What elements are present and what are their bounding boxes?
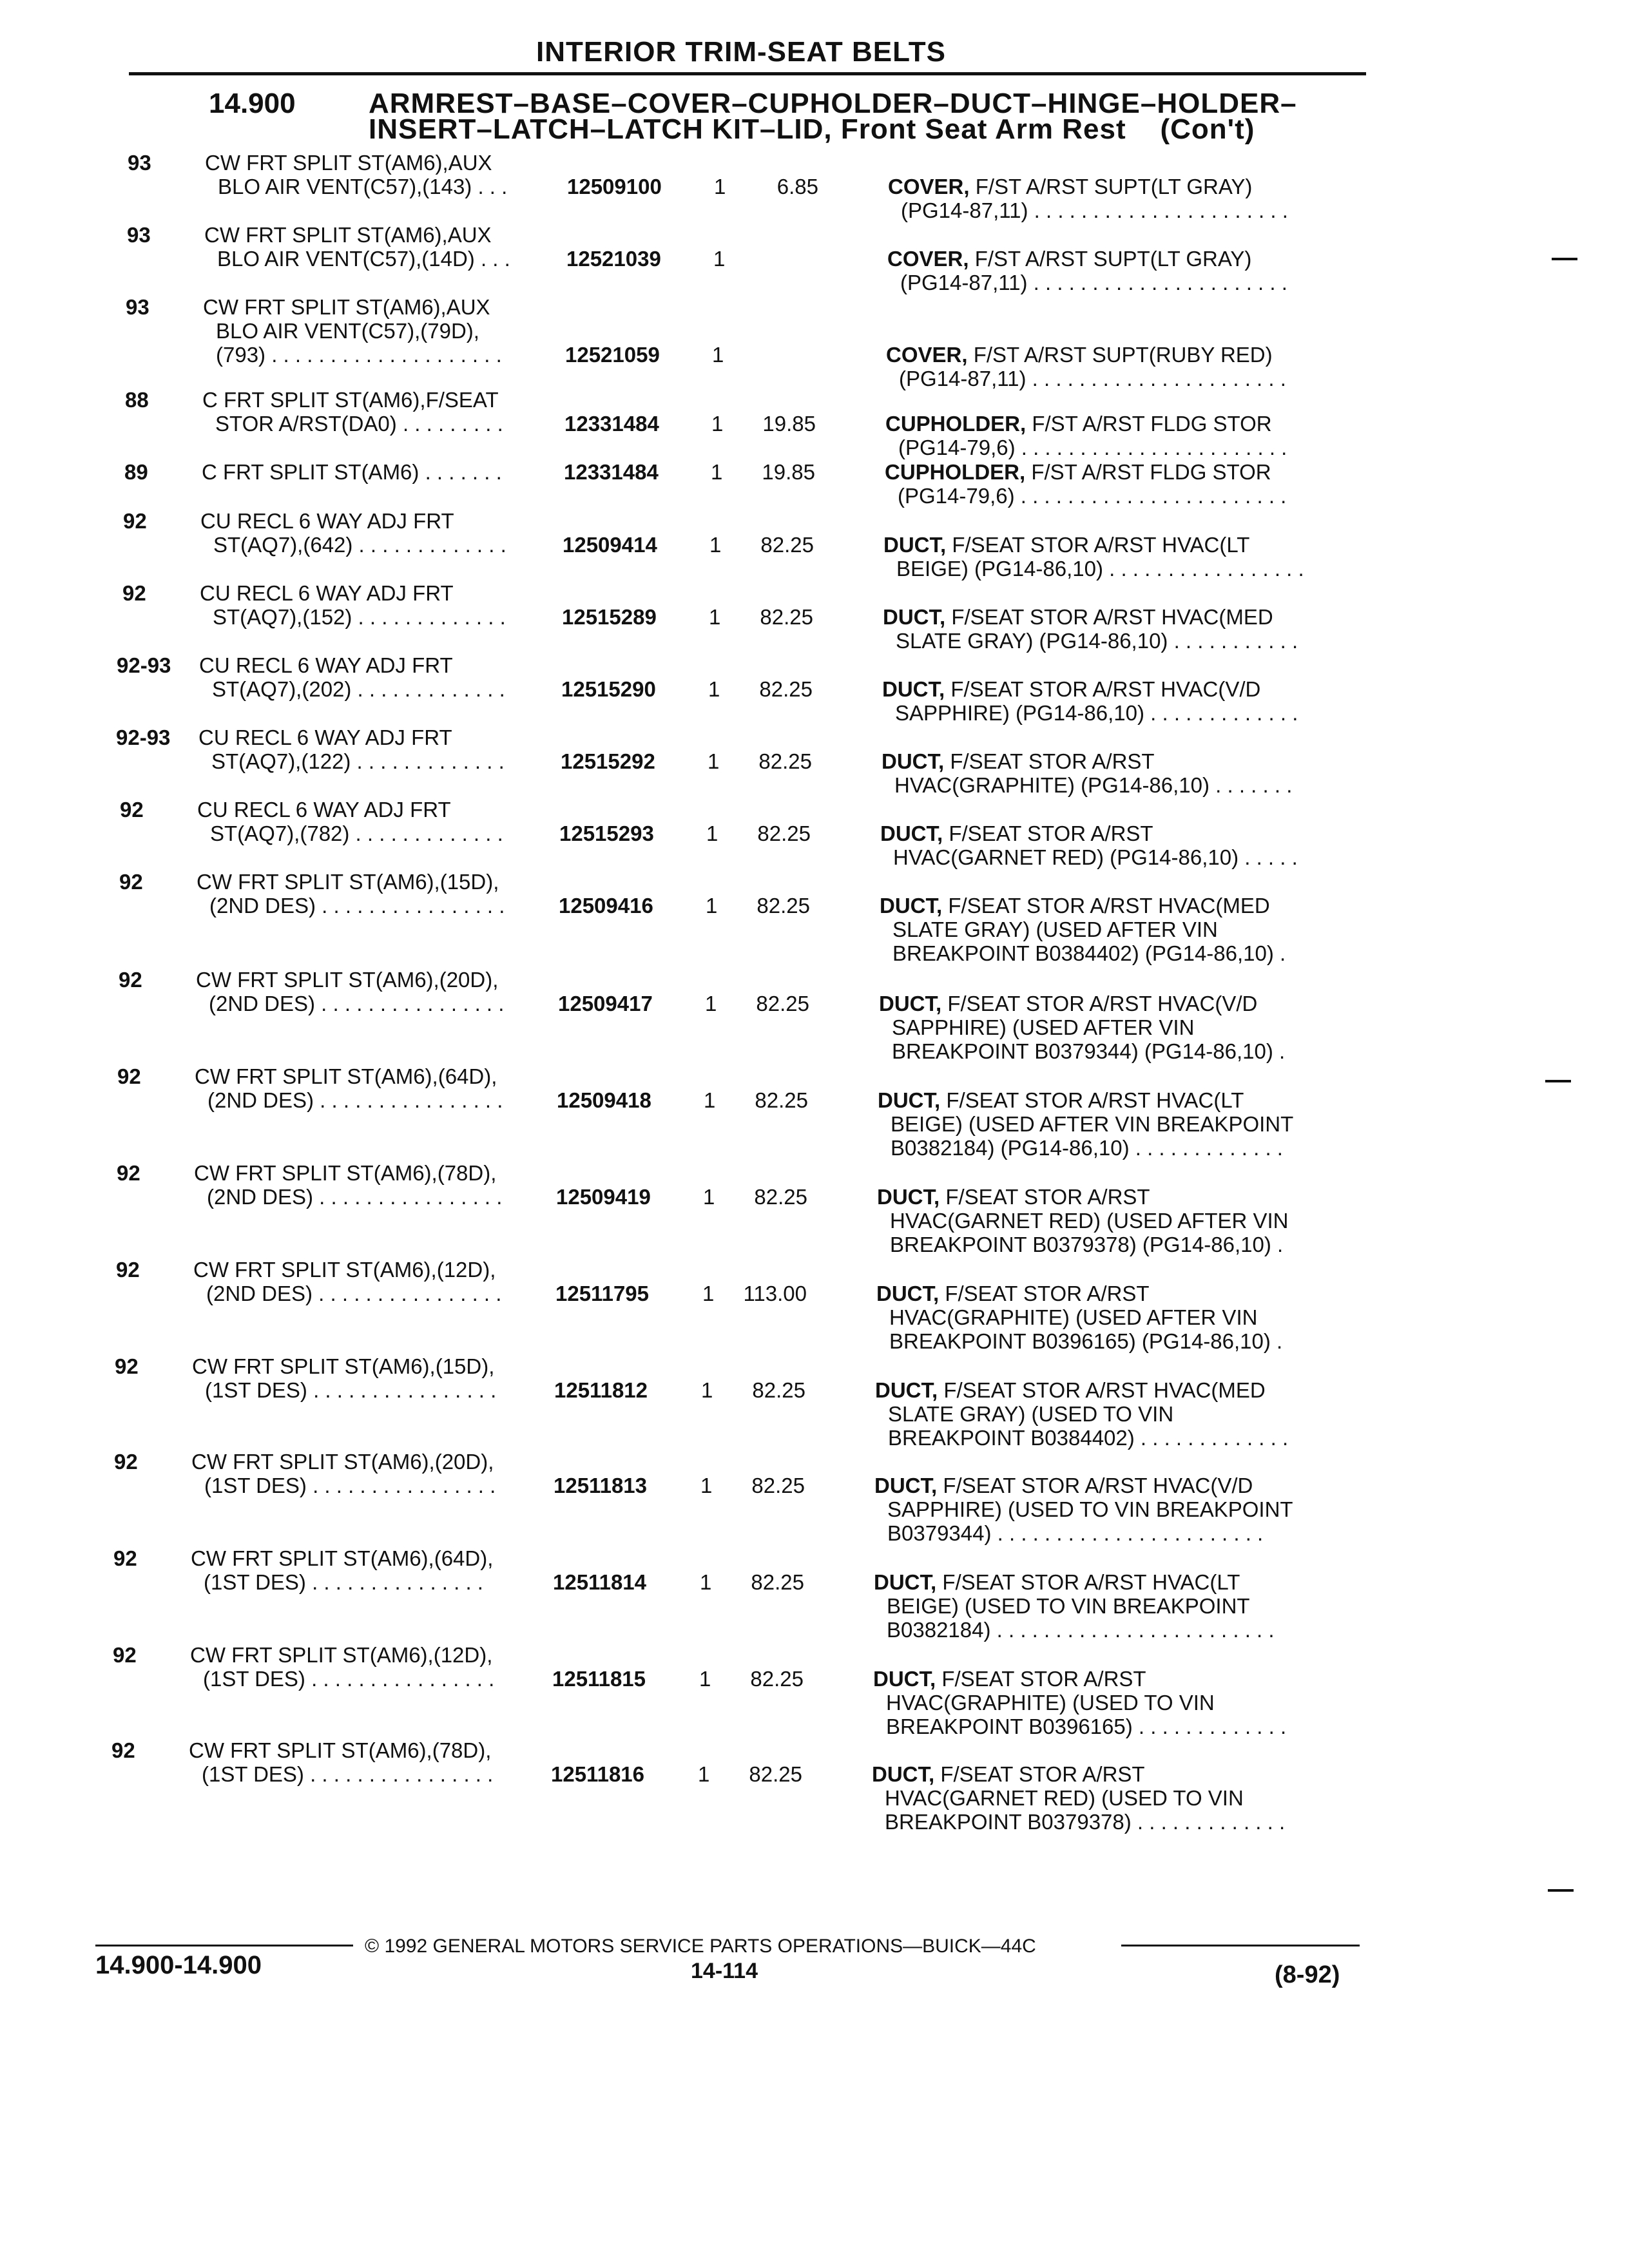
section-title-line1: ARMREST–BASE–COVER–CUPHOLDER–DUCT–HINGE–HOLDER– <box>369 88 1297 119</box>
part-number: 12511813 <box>554 1474 648 1497</box>
part-description: F/SEAT STOR A/RST <box>940 1185 1150 1209</box>
usage-line-1: CW FRT SPLIT ST(AM6),(20D), <box>191 1450 494 1474</box>
figure-number: 93 <box>128 151 151 175</box>
description-line-2: SAPPHIRE) (PG14-86,10) . . . . . . . . . . . . . <box>895 701 1298 725</box>
description-line-1 <box>874 1570 1240 1594</box>
usage-line-2: (2ND DES) . . . . . . . . . . . . . . . . <box>207 1088 503 1112</box>
usage-line-2: (1ST DES) . . . . . . . . . . . . . . . . <box>205 1378 497 1402</box>
description-line-1 <box>882 749 1155 773</box>
description-line-1 <box>873 1667 1146 1691</box>
part-number: 12515289 <box>562 605 657 629</box>
figure-number: 92 <box>114 1450 138 1474</box>
usage-line-2: BLO AIR VENT(C57),(143) . . . <box>218 175 508 198</box>
quantity: 1 <box>701 1378 713 1402</box>
usage-line-2: (2ND DES) . . . . . . . . . . . . . . . . <box>209 894 505 918</box>
part-description: F/SEAT STOR A/RST HVAC(V/D <box>941 992 1258 1015</box>
usage-line-1: CW FRT SPLIT ST(AM6),(12D), <box>190 1643 493 1667</box>
usage-line-1: CW FRT SPLIT ST(AM6),AUX <box>205 151 492 175</box>
description-line-1 <box>879 992 1257 1015</box>
part-name: DUCT, <box>883 533 947 557</box>
usage-line-3: (793) . . . . . . . . . . . . . . . . . . . . <box>216 343 502 367</box>
usage-line-1: CW FRT SPLIT ST(AM6),(15D), <box>192 1354 495 1378</box>
part-name: DUCT, <box>883 605 946 629</box>
part-number: 12509419 <box>556 1185 651 1209</box>
description-line-2: (PG14-79,6) . . . . . . . . . . . . . . . . . . . . . . . <box>898 484 1287 508</box>
price: 82.25 <box>756 992 809 1015</box>
part-description: F/SEAT STOR A/RST HVAC(LT <box>936 1570 1240 1594</box>
part-number: 12509418 <box>557 1088 651 1112</box>
part-number: 12331484 <box>564 412 659 436</box>
description-line-3: BREAKPOINT B0396165) . . . . . . . . . . . . . <box>886 1715 1287 1738</box>
usage-line-1: C FRT SPLIT ST(AM6) . . . . . . . <box>202 460 502 484</box>
figure-number: 92 <box>111 1738 135 1762</box>
part-name: DUCT, <box>874 1474 938 1497</box>
usage-line-2: ST(AQ7),(642) . . . . . . . . . . . . . <box>213 533 506 557</box>
description-line-1 <box>886 343 1273 367</box>
description-line-1 <box>883 533 1249 557</box>
usage-line-1: CW FRT SPLIT ST(AM6),(15D), <box>197 870 499 894</box>
part-name: DUCT, <box>872 1762 935 1786</box>
quantity: 1 <box>709 533 722 557</box>
part-description: F/SEAT STOR A/RST HVAC(MED <box>938 1378 1266 1402</box>
part-description: F/SEAT STOR A/RST HVAC(V/D <box>937 1474 1253 1497</box>
quantity: 1 <box>702 1282 715 1305</box>
usage-line-2: (1ST DES) . . . . . . . . . . . . . . . . <box>204 1474 496 1497</box>
description-line-2: HVAC(GARNET RED) (USED AFTER VIN <box>890 1209 1289 1233</box>
description-line-1 <box>874 1474 1253 1497</box>
quantity: 1 <box>699 1667 711 1691</box>
usage-line-2: (1ST DES) . . . . . . . . . . . . . . . . <box>203 1667 495 1691</box>
price: 82.25 <box>755 1088 808 1112</box>
usage-line-2: BLO AIR VENT(C57),(14D) . . . <box>217 247 510 271</box>
part-number: 12331484 <box>564 460 659 484</box>
usage-line-2: (1ST DES) . . . . . . . . . . . . . . . . <box>202 1762 494 1786</box>
usage-line-1: CU RECL 6 WAY ADJ FRT <box>200 509 454 533</box>
quantity: 1 <box>706 822 718 845</box>
part-number: 12521059 <box>565 343 660 367</box>
price: 82.25 <box>760 533 814 557</box>
usage-line-2: ST(AQ7),(782) . . . . . . . . . . . . . <box>210 822 503 845</box>
description-line-1 <box>885 460 1271 484</box>
description-line-3: BREAKPOINT B0379344) (PG14-86,10) . <box>892 1039 1286 1063</box>
figure-number: 92 <box>113 1643 137 1667</box>
usage-line-2: ST(AQ7),(202) . . . . . . . . . . . . . <box>212 677 505 701</box>
description-line-2: HVAC(GRAPHITE) (USED AFTER VIN <box>889 1305 1258 1329</box>
part-description: F/ST A/RST FLDG STOR <box>1026 412 1272 436</box>
price: 82.25 <box>751 1474 805 1497</box>
description-line-1 <box>872 1762 1145 1786</box>
part-number: 12511795 <box>555 1282 650 1305</box>
figure-number: 92 <box>115 1354 139 1378</box>
description-line-1 <box>888 175 1252 198</box>
description-line-2: HVAC(GARNET RED) (USED TO VIN <box>885 1786 1244 1810</box>
quantity: 1 <box>704 1088 716 1112</box>
description-line-3: BREAKPOINT B0396165) (PG14-86,10) . <box>889 1329 1283 1353</box>
part-description: F/SEAT STOR A/RST <box>936 1667 1146 1691</box>
part-description: F/SEAT STOR A/RST HVAC(MED <box>942 894 1270 918</box>
description-line-2: SLATE GRAY) (USED AFTER VIN <box>892 918 1218 941</box>
description-line-2: (PG14-79,6) . . . . . . . . . . . . . . . . . . . . . . . <box>898 436 1287 459</box>
part-number: 12511814 <box>553 1570 647 1594</box>
footer-page-number: 14-114 <box>691 1959 758 1983</box>
figure-number: 92-93 <box>117 653 171 677</box>
usage-line-2: STOR A/RST(DA0) . . . . . . . . . <box>215 412 503 436</box>
part-number: 12511812 <box>554 1378 648 1402</box>
usage-line-2: (2ND DES) . . . . . . . . . . . . . . . . <box>207 1185 503 1209</box>
part-description: F/SEAT STOR A/RST HVAC(MED <box>945 605 1273 629</box>
part-number: 12515293 <box>559 822 654 845</box>
description-line-1 <box>883 605 1273 629</box>
figure-number: 92 <box>123 509 147 533</box>
usage-line-1: CW FRT SPLIT ST(AM6),(12D), <box>193 1258 496 1282</box>
description-line-2: SAPPHIRE) (USED TO VIN BREAKPOINT <box>887 1497 1293 1521</box>
quantity: 1 <box>711 460 723 484</box>
quantity: 1 <box>703 1185 715 1209</box>
price: 82.25 <box>750 1667 804 1691</box>
quantity: 1 <box>708 749 720 773</box>
price: 82.25 <box>751 1570 804 1594</box>
part-description: F/SEAT STOR A/RST HVAC(LT <box>946 533 1250 557</box>
margin-mark <box>1552 258 1577 260</box>
quantity: 1 <box>708 677 720 701</box>
page-title: INTERIOR TRIM-SEAT BELTS <box>536 36 946 68</box>
quantity: 1 <box>705 992 717 1015</box>
description-line-2: BEIGE) (PG14-86,10) . . . . . . . . . . . . . . . . . <box>896 557 1304 581</box>
quantity: 1 <box>700 1474 713 1497</box>
description-line-2: BEIGE) (USED TO VIN BREAKPOINT <box>887 1594 1250 1618</box>
description-line-1 <box>882 677 1260 701</box>
usage-line-1: CW FRT SPLIT ST(AM6),(78D), <box>194 1161 497 1185</box>
part-number: 12509416 <box>559 894 653 918</box>
description-line-1 <box>880 822 1153 845</box>
usage-line-2: ST(AQ7),(152) . . . . . . . . . . . . . <box>213 605 506 629</box>
usage-line-1: CW FRT SPLIT ST(AM6),(64D), <box>195 1064 497 1088</box>
quantity: 1 <box>714 175 726 198</box>
usage-line-1: CW FRT SPLIT ST(AM6),(64D), <box>191 1546 494 1570</box>
part-name: CUPHOLDER, <box>885 412 1027 436</box>
description-line-2: HVAC(GRAPHITE) (PG14-86,10) . . . . . . . <box>894 773 1293 797</box>
description-line-2: SAPPHIRE) (USED AFTER VIN <box>892 1015 1195 1039</box>
part-number: 12509100 <box>567 175 662 198</box>
part-description: F/SEAT STOR A/RST <box>939 1282 1150 1305</box>
figure-number: 92 <box>119 870 143 894</box>
usage-line-1: CU RECL 6 WAY ADJ FRT <box>200 581 454 605</box>
part-name: DUCT, <box>879 992 942 1015</box>
part-name: DUCT, <box>882 677 945 701</box>
margin-mark <box>1545 1080 1571 1082</box>
description-line-3: BREAKPOINT B0384402) . . . . . . . . . . . . . <box>888 1426 1289 1450</box>
description-line-2: HVAC(GARNET RED) (PG14-86,10) . . . . . <box>893 845 1298 869</box>
part-number: 12521039 <box>566 247 661 271</box>
part-description: F/SEAT STOR A/RST <box>934 1762 1145 1786</box>
quantity: 1 <box>709 605 721 629</box>
figure-number: 92 <box>120 798 144 822</box>
part-description: F/SEAT STOR A/RST HVAC(V/D <box>945 677 1261 701</box>
part-number: 12511815 <box>552 1667 646 1691</box>
usage-line-2: (1ST DES) . . . . . . . . . . . . . . . <box>204 1570 483 1594</box>
part-number: 12511816 <box>551 1762 645 1786</box>
figure-number: 93 <box>127 223 151 247</box>
part-description: F/ST A/RST SUPT(LT GRAY) <box>969 175 1253 198</box>
section-number: 14.900 <box>209 88 296 119</box>
description-line-1 <box>877 1185 1150 1209</box>
description-line-1 <box>880 894 1270 918</box>
usage-line-2: ST(AQ7),(122) . . . . . . . . . . . . . <box>211 749 505 773</box>
description-line-2: SLATE GRAY) (PG14-86,10) . . . . . . . . . . . <box>896 629 1298 653</box>
price: 82.25 <box>757 894 810 918</box>
price: 82.25 <box>752 1378 805 1402</box>
part-name: COVER, <box>886 343 968 367</box>
part-name: DUCT, <box>876 1282 940 1305</box>
part-name: COVER, <box>888 175 970 198</box>
description-line-3: B0382184) . . . . . . . . . . . . . . . . . . . . . . . . <box>887 1618 1275 1642</box>
usage-line-2: BLO AIR VENT(C57),(79D), <box>216 319 479 343</box>
description-line-1 <box>878 1088 1244 1112</box>
description-line-1 <box>887 247 1251 271</box>
footer-copyright: © 1992 GENERAL MOTORS SERVICE PARTS OPERATIONS—BUICK—44C <box>365 1936 1036 1957</box>
description-line-1 <box>875 1378 1266 1402</box>
part-number: 12515290 <box>561 677 656 701</box>
quantity: 1 <box>706 894 718 918</box>
figure-number: 93 <box>126 295 149 319</box>
part-description: F/ST A/RST SUPT(LT GRAY) <box>969 247 1252 271</box>
price: 113.00 <box>743 1282 807 1305</box>
figure-number: 89 <box>124 460 148 484</box>
section-title-line2: INSERT–LATCH–LATCH KIT–LID, Front Seat Arm Rest (Con't) <box>369 113 1255 145</box>
quantity: 1 <box>713 247 726 271</box>
price: 82.25 <box>757 822 811 845</box>
part-description: F/ST A/RST FLDG STOR <box>1025 460 1271 484</box>
description-line-3: BREAKPOINT B0379378) . . . . . . . . . . . . . <box>885 1810 1286 1834</box>
part-name: DUCT, <box>882 749 945 773</box>
quantity: 1 <box>698 1762 710 1786</box>
usage-line-1: CU RECL 6 WAY ADJ FRT <box>197 798 451 822</box>
figure-number: 92 <box>117 1161 140 1185</box>
price: 82.25 <box>758 749 812 773</box>
part-name: DUCT, <box>880 822 943 845</box>
part-description: F/SEAT STOR A/RST HVAC(LT <box>940 1088 1244 1112</box>
figure-number: 88 <box>125 388 149 412</box>
usage-line-1: CW FRT SPLIT ST(AM6),(78D), <box>189 1738 492 1762</box>
usage-line-1: CW FRT SPLIT ST(AM6),AUX <box>203 295 490 319</box>
description-line-2: BEIGE) (USED AFTER VIN BREAKPOINT <box>891 1112 1294 1136</box>
description-line-2: (PG14-87,11) . . . . . . . . . . . . . . . . . . . . . . <box>901 198 1288 222</box>
description-line-1 <box>876 1282 1150 1305</box>
margin-mark <box>1548 1889 1574 1892</box>
figure-number: 92-93 <box>116 726 171 749</box>
figure-number: 92 <box>117 1064 141 1088</box>
part-description: F/SEAT STOR A/RST <box>943 822 1153 845</box>
description-line-2: SLATE GRAY) (USED TO VIN <box>888 1402 1174 1426</box>
price: 19.85 <box>762 460 815 484</box>
part-number: 12509414 <box>563 533 657 557</box>
description-line-2: (PG14-87,11) . . . . . . . . . . . . . . . . . . . . . . <box>900 271 1287 294</box>
part-number: 12515292 <box>561 749 655 773</box>
quantity: 1 <box>711 412 724 436</box>
part-name: COVER, <box>887 247 969 271</box>
figure-number: 92 <box>119 968 142 992</box>
usage-line-1: C FRT SPLIT ST(AM6),F/SEAT <box>202 388 499 412</box>
part-name: DUCT, <box>875 1378 938 1402</box>
description-line-3: BREAKPOINT B0384402) (PG14-86,10) . <box>892 941 1286 965</box>
price: 82.25 <box>749 1762 802 1786</box>
price: 82.25 <box>760 605 813 629</box>
footer-rule-left <box>95 1945 353 1946</box>
footer-section-range: 14.900-14.900 <box>95 1951 262 1979</box>
part-description: F/ST A/RST SUPT(RUBY RED) <box>967 343 1273 367</box>
description-line-2: HVAC(GRAPHITE) (USED TO VIN <box>886 1691 1215 1715</box>
usage-line-2: (2ND DES) . . . . . . . . . . . . . . . . <box>209 992 505 1015</box>
footer-rule-right <box>1121 1945 1360 1946</box>
price: 6.85 <box>776 175 818 198</box>
description-line-2: (PG14-87,11) . . . . . . . . . . . . . . . . . . . . . . <box>899 367 1286 390</box>
part-name: CUPHOLDER, <box>885 460 1026 484</box>
part-name: DUCT, <box>874 1570 937 1594</box>
quantity: 1 <box>700 1570 712 1594</box>
usage-line-1: CU RECL 6 WAY ADJ FRT <box>198 726 452 749</box>
figure-number: 92 <box>116 1258 140 1282</box>
part-name: DUCT, <box>873 1667 936 1691</box>
quantity: 1 <box>712 343 724 367</box>
part-name: DUCT, <box>878 1088 941 1112</box>
part-name: DUCT, <box>877 1185 940 1209</box>
header-rule <box>129 72 1366 75</box>
usage-line-1: CW FRT SPLIT ST(AM6),AUX <box>204 223 492 247</box>
description-line-1 <box>885 412 1272 436</box>
part-description: F/SEAT STOR A/RST <box>944 749 1155 773</box>
part-number: 12509417 <box>558 992 653 1015</box>
description-line-3: B0379344) . . . . . . . . . . . . . . . . . . . . . . . <box>887 1521 1264 1545</box>
price: 82.25 <box>759 677 813 701</box>
usage-line-1: CU RECL 6 WAY ADJ FRT <box>199 653 453 677</box>
figure-number: 92 <box>113 1546 137 1570</box>
price: 82.25 <box>754 1185 807 1209</box>
price: 19.85 <box>762 412 816 436</box>
description-line-3: BREAKPOINT B0379378) (PG14-86,10) . <box>890 1233 1284 1256</box>
part-name: DUCT, <box>880 894 943 918</box>
figure-number: 92 <box>122 581 146 605</box>
usage-line-2: (2ND DES) . . . . . . . . . . . . . . . . <box>206 1282 502 1305</box>
footer-date: (8-92) <box>1275 1961 1340 1988</box>
description-line-3: B0382184) (PG14-86,10) . . . . . . . . . . . . . <box>891 1136 1283 1160</box>
usage-line-1: CW FRT SPLIT ST(AM6),(20D), <box>196 968 499 992</box>
